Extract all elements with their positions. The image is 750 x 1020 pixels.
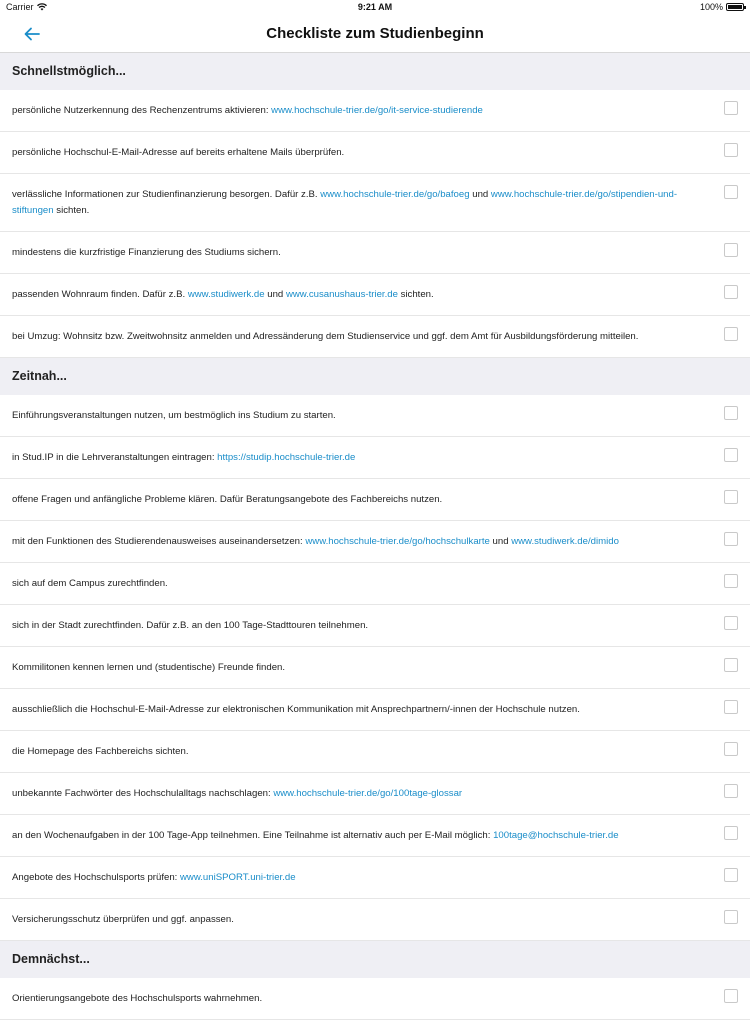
status-bar [0, 0, 750, 16]
battery-indicator [700, 2, 744, 12]
checklist-item-text [12, 494, 442, 505]
checklist-checkbox[interactable] [724, 243, 738, 257]
checklist-item [0, 773, 750, 815]
checklist-checkbox[interactable] [724, 285, 738, 299]
checklist-checkbox[interactable] [724, 784, 738, 798]
checklist-checkbox[interactable] [724, 490, 738, 504]
checklist-item [0, 274, 750, 316]
checklist-item-text [12, 914, 234, 925]
checklist-item-text [12, 830, 619, 841]
checklist-text-segment: Orientierungsangebote des Hochschulsports wahrnehmen. [12, 993, 263, 1004]
checklist-checkbox[interactable] [724, 989, 738, 1003]
checklist-item-text [12, 247, 281, 258]
checklist-link[interactable]: 100tage@hochschule-trier.de [493, 830, 619, 841]
status-time: 9:21 AM [357, 2, 393, 12]
checklist-item-text [12, 536, 619, 547]
checklist-text-segment: persönliche Nutzerkennung des Rechenzentrums aktivieren: [12, 105, 272, 116]
checklist-checkbox[interactable] [724, 868, 738, 882]
navigation-bar [0, 16, 750, 53]
checklist-link[interactable]: https://studip.hochschule-trier.de [217, 452, 356, 463]
checklist-item-text [12, 410, 336, 421]
checklist-text-segment: sich in der Stadt zurechtfinden. Dafür z.B. an den 100 Tage-Stadttouren teilnehmen. [12, 620, 369, 631]
checklist-text-segment: und [264, 289, 286, 300]
checklist-item [0, 647, 750, 689]
checklist [0, 53, 750, 1020]
checklist-item [0, 815, 750, 857]
checklist-link[interactable]: www.uniSPORT.uni-trier.de [180, 872, 296, 883]
checklist-checkbox[interactable] [724, 574, 738, 588]
checklist-text-segment: Einführungsveranstaltungen nutzen, um bestmöglich ins Studium zu starten. [12, 410, 336, 421]
checklist-checkbox[interactable] [724, 185, 738, 199]
checklist-item [0, 437, 750, 479]
checklist-checkbox[interactable] [724, 616, 738, 630]
section-header: Zeitnah... [0, 358, 750, 395]
checklist-text-segment: mit den Funktionen des Studierendenausweises auseinandersetzen: [12, 536, 306, 547]
checklist-text-segment: an den Wochenaufgaben in der 100 Tage-App teilnehmen. Eine Teilnahme ist alternativ auch per E-Mail möglich: [12, 830, 494, 841]
checklist-text-segment: persönliche Hochschul-E-Mail-Adresse auf bereits erhaltene Mails überprüfen. [12, 147, 345, 158]
checklist-text-segment: unbekannte Fachwörter des Hochschulalltags nachschlagen: [12, 788, 274, 799]
checklist-checkbox[interactable] [724, 658, 738, 672]
section-header: Demnächst... [0, 941, 750, 978]
checklist-item [0, 689, 750, 731]
checklist-link[interactable]: www.hochschule-trier.de/go/it-service-studierende [271, 105, 483, 116]
checklist-text-segment: offene Fragen und anfängliche Probleme klären. Dafür Beratungsangebote des Fachbereichs nutzen. [12, 494, 443, 505]
checklist-item [0, 479, 750, 521]
checklist-checkbox[interactable] [724, 327, 738, 341]
checklist-item [0, 90, 750, 132]
checklist-item-text [12, 993, 262, 1004]
checklist-link[interactable]: www.hochschule-trier.de/go/hochschulkarte [305, 536, 490, 547]
checklist-item [0, 605, 750, 647]
checklist-text-segment: sich auf dem Campus zurechtfinden. [12, 578, 168, 589]
page-title: Checkliste zum Studienbeginn [266, 25, 484, 42]
checklist-checkbox[interactable] [724, 826, 738, 840]
checklist-item-text [12, 331, 638, 342]
checklist-text-segment: die Homepage des Fachbereichs sichten. [12, 746, 189, 757]
checklist-item [0, 563, 750, 605]
checklist-text-segment: ausschließlich die Hochschul-E-Mail-Adresse zur elektronischen Kommunikation mit Ansprechpartnern/-innen der Hochschule nutzen. [12, 704, 580, 715]
checklist-item-text [12, 578, 168, 589]
checklist-link[interactable]: www.studiwerk.de [187, 289, 265, 300]
checklist-item-text [12, 704, 580, 715]
checklist-link[interactable]: www.hochschule-trier.de/go/100tage-glossar [273, 788, 463, 799]
checklist-item [0, 899, 750, 941]
section-header: Schnellstmöglich... [0, 53, 750, 90]
checklist-text-segment: in Stud.IP in die Lehrveranstaltungen eintragen: [12, 452, 218, 463]
checklist-item [0, 132, 750, 174]
carrier-label: Carrier [6, 2, 34, 12]
checklist-item [0, 731, 750, 773]
checklist-item-text [12, 620, 368, 631]
checklist-checkbox[interactable] [724, 143, 738, 157]
checklist-item-text [12, 452, 355, 463]
battery-icon [726, 3, 744, 11]
checklist-item-text [12, 147, 344, 158]
checklist-text-segment: Kommilitonen kennen lernen und (studentische) Freunde finden. [12, 662, 286, 673]
checklist-item-text [12, 289, 434, 300]
checklist-item-text [12, 189, 677, 216]
checklist-item [0, 174, 750, 232]
checklist-text-segment: Versicherungsschutz überprüfen und ggf. anpassen. [12, 914, 234, 925]
checklist-text-segment: und [489, 536, 512, 547]
checklist-checkbox[interactable] [724, 742, 738, 756]
checklist-text-segment: und [469, 189, 491, 200]
checklist-item-text [12, 662, 285, 673]
checklist-item [0, 857, 750, 899]
battery-percent: 100% [699, 2, 723, 12]
checklist-checkbox[interactable] [724, 910, 738, 924]
checklist-link[interactable]: www.cusanushaus-trier.de [285, 289, 398, 300]
checklist-link[interactable]: www.studiwerk.de/dimido [511, 536, 619, 547]
checklist-text-segment: sichten. [53, 205, 90, 216]
checklist-item [0, 521, 750, 563]
checklist-item-text [12, 788, 462, 799]
checklist-item [0, 978, 750, 1020]
checklist-link[interactable]: www.hochschule-trier.de/go/stipendien-und-stiftungen [12, 189, 678, 216]
checklist-checkbox[interactable] [724, 448, 738, 462]
checklist-item [0, 232, 750, 274]
checklist-text-segment: passenden Wohnraum finden. Dafür z.B. [12, 289, 188, 300]
checklist-text-segment: bei Umzug: Wohnsitz bzw. Zweitwohnsitz anmelden und Adressänderung dem Studienservice und ggf. dem Amt für Ausbildungsförderung mitteilen. [12, 331, 639, 342]
checklist-item-text [12, 872, 296, 883]
checklist-checkbox[interactable] [724, 700, 738, 714]
checklist-item-text [12, 105, 483, 116]
checklist-checkbox[interactable] [724, 532, 738, 546]
checklist-text-segment: mindestens die kurzfristige Finanzierung des Studiums sichern. [12, 247, 281, 258]
checklist-item-text [12, 746, 189, 757]
checklist-item [0, 395, 750, 437]
checklist-item [0, 316, 750, 358]
checklist-checkbox[interactable] [724, 101, 738, 115]
checklist-text-segment: Angebote des Hochschulsports prüfen: [12, 872, 180, 883]
checklist-link[interactable]: www.hochschule-trier.de/go/bafoeg [320, 189, 470, 200]
checklist-text-segment: verlässliche Informationen zur Studienfinanzierung besorgen. Dafür z.B. [12, 189, 321, 200]
checklist-text-segment: sichten. [397, 289, 434, 300]
checklist-checkbox[interactable] [724, 406, 738, 420]
